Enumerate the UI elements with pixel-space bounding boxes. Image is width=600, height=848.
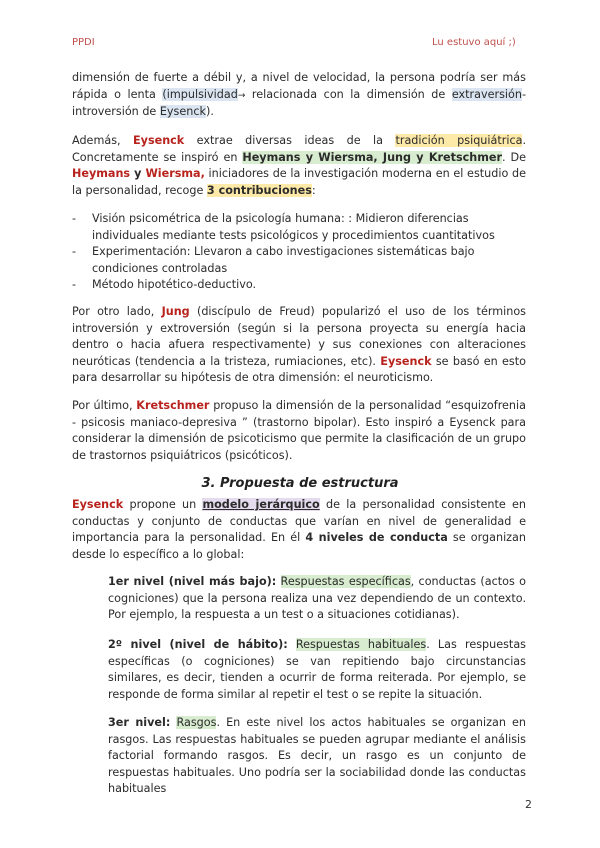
arrow-icon: → <box>237 90 246 101</box>
paragraph-jung: Por otro lado, Jung (discípulo de Freud) popularizó el uso de los términos introversión y extroversión (según si la persona proyecta su energía hacia dentro o hacia afuera respectivamente) y sus conexiones con alteraciones neuróticas (tendencia a la tristeza, rumiaciones, etc). Eysenck se basó en esto para desarrollar su hipótesis de otra dimensión: el neuroticismo. <box>72 305 526 385</box>
header-left: PPDI <box>72 37 95 48</box>
level-3: 3er nivel: Rasgos. En este nivel los actos habituales se organizan en rasgos. Las respuestas habituales se pueden agrupar mediante el análisis factorial formando rasgos. Es decir, un rasgo es un conjunto de respuestas habituales. Uno podría ser la sociabilidad donde las conductas habituales <box>108 716 526 796</box>
list-item: - Experimentación: Llevaron a cabo investigaciones sistemáticas bajo condiciones controladas <box>72 245 475 275</box>
paragraph-eysenck-ideas: Además, Eysenck extrae diversas ideas de la tradición psiquiátrica. Concretamente se inspiró en Heymans y Wiersma, Jung y Kretschmer. De Heymans y Wiersma, iniciadores de la investigación moderna en el estudio de la personalidad, recoge 3 contribuciones: <box>72 134 527 197</box>
section-heading: 3. Propuesta de estructura <box>201 476 399 491</box>
list-item: - Método hipotético-deductivo. <box>72 278 257 292</box>
page-number: 2 <box>525 798 532 811</box>
paragraph-continuation: dimensión de fuerte a débil y, a nivel de velocidad, la persona podría ser más rápida o lenta (impulsividad→ relacionada con la dimensión de extraversión-introversión de Eysenck). <box>72 71 526 119</box>
level-2: 2º nivel (nivel de hábito): Respuestas habituales. Las respuestas específicas (o cogniciones) se van repitiendo bajo circunstancias similares, es decir, tienden a ocurrir de forma reiterada. Por ejemplo, se responde de forma similar al repetir el test o se repite la situación. <box>108 638 527 701</box>
list-item: - Visión psicométrica de la psicología humana: : Midieron diferencias individuales mediante tests psicológicos y procedimientos cuantitativos <box>72 212 495 242</box>
level-1: 1er nivel (nivel más bajo): Respuestas específicas, conductas (actos o cogniciones) que la persona realiza una vez dependiendo de un contexto. Por ejemplo, la respuesta a un test o a situaciones cotidianas). <box>108 575 526 622</box>
paragraph-modelo: Eysenck propone un modelo jerárquico de la personalidad consistente en conductas y conjunto de conductas que varían en nivel de generalidad e importancia para la personalidad. En él 4 niveles de conducta se organizan desde lo específico a lo global: <box>72 498 526 561</box>
paragraph-kretschmer: Por último, Kretschmer propuso la dimensión de la personalidad “esquizofrenia - psicosis maniaco-depresiva ” (trastorno bipolar). Esto inspiró a Eysenck para considerar la dimensión de psicoticismo que permite la clasificación de un grupo de trastornos psiquiátricos (psicóticos). <box>72 399 526 462</box>
header-right: Lu estuvo aquí ;) <box>432 37 516 48</box>
contributions-list <box>72 211 526 294</box>
